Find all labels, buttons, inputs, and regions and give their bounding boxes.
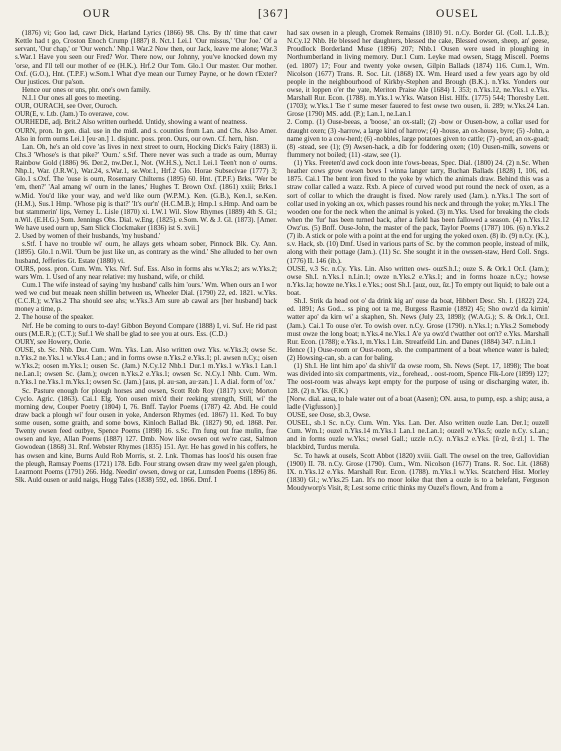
dictionary-paragraph: (1) Yks. Freeten'd awd cock doon inte t'ows-beeas, Spec. Dial. (1800) 24. (2) n.Sc. When heather cows grow owsen bows I winna langer tarry, Buchan Ballads (1828) I, 106, ed. 1875. Cai.1 The bent iron fixed to the yoke by which the animals draw. Behind this was a straw collar called a wazz. Rxb. A piece of curved wood put round the neck of oxen, as a sort of collar to which the draught is fixed. Now rarely used (Jam.). n.Yks.1 The sort of collar used in yoking an ox, which passes round his neck and through the yoke; m.Yks.1 The wooden one for the neck when the animal is yoked. (3) m.Yks. Used for breaking the clods when the 'fur' has been turned back, after a field has been fallowed a season. (4) n.Yks.12 Owz'us. (5) Bnff. Ouse-John, the master of the pack, Taylor Poems (1787) 106. (6) n.Yks.2 (7) ib. A stick or pole with a point at the end for urging the yoked oxen. (8) ib. (9) n.Cy. (K.), s.v. Hack, sb. (10) Dmf. Used in various parts of Sc. by the common people, instead of milk, along with their pottage (Jam.). (11) Sc. She sought it in the owssen-staw, Herd Coll. Sngs. (1776) II. 146 (ib.).: [287, 159, 549, 265]
dictionary-paragraph: 2. Comp. (1) Ouse-beeas, a 'boose,' an ox-stall; (2) -bow or Ousen-bow, a collar used for draught oxen; (3) -harrow, a large kind of harrow; (4) -house, an ox-house, byre; (5) -John, a name given to a cow-herd; (6) -nobbles, large potatoes given to cattle; (7) -prod, an ox-goad; (8) -stead, see (1); (9) Awsen-hack, a dib for foddering oxen; (10) Ousen-milk, sowens or flummery not boiled; (11) -staw, see (1).: [287, 118, 549, 159]
dictionary-paragraph: OURY, see Howery, Oorie.: [15, 337, 92, 346]
page-number: [367]: [257, 8, 289, 20]
dictionary-paragraph: OUSEL, sb.1 Sc. n.Cy. Cum. Wm. Yks. Lan. Der. Also written ouzle Lan. Der.1; ouzell Cum. Wm.1; ouzel n.Yks.14 m.Yks.1 Lan.1 ne.Lan.1; ouzell w.Yks.5; ouzle n.Cy. s.Lan.; and in forms ouzle w.Yks.; owsel Gall.; uzzle n.Cy. n.Yks.2 e.Yks. [ū·zl, ū·zl.] 1. The blackbird, Turdus merula.: [287, 419, 549, 452]
dictionary-paragraph: OURHEDE, adj. Brit.2 Also written ourhedd. Untidy, showing a want of neatness.: [15, 118, 248, 127]
dictionary-paragraph: N.I.1 Our ones all goes to meeting.: [22, 94, 121, 102]
dictionary-paragraph: OUSE, v.3 Sc. n.Cy. Yks. Lin. Also written ows- ouzS.h.I.; ouze S. & Ork.1 Or.I. (Jam.); owse Sh.I. n.Yks.1 n.Lin.1; owze n.Yks.2 e.Yks.1; and in forms hoaze n.Cy.; howse n.Yks.1a; howze ne.Yks.1 e.Yks.; oost Sh.I. [auz, ouz, ūz.] To empty out liquid; to bale out a boat.: [287, 264, 549, 297]
dictionary-paragraph: Sh.I. Strik da head oot o' da drink kig an' ouse da boat, Hibbert Desc. Sh. I. (1822) 224, ed. 1891; As God... ss ping oot ta me, Burgess Rasmie (1892) 45; Sho owz'd da kirnin' watter apo' da kirn wi' a skaphen, Sh. News (July 23, 1898); (W.A.G.); S. & Ork.1, Or.I. (Jam.). Cai.1 To ouse o'er. To owish over. n.Cy. Grose (1790). n.Yks.1; n.Yks.2 Somebody must owze the long boat; n.Yks.4 ne.Yks.1 A'e ya owz'd t'watther oot on't? e.Yks. Marshall Rur. Econ. (1788); e.Yks.1, m.Yks.1 Lin. Streatfeild Lin. and Danes (1884) 347. n.Lin.1: [287, 297, 549, 346]
dictionary-paragraph: 2. The house of the speaker.: [15, 313, 94, 322]
dictionary-paragraph: 2. Used by women of their husbands, 'my husband.': [15, 232, 161, 241]
dictionary-paragraph: Sc. To hawk at ousels, Scott Abbot (1820) xviii. Gall. The owsel on the tree, Gallovidian (1900) II. 78. n.Cy. Grose (1790). Cum., Wm. Nicolson (1677) Trans. R. Soc. Lit. (1868) IX. n.Yks.12 e.Yks. Marshall Rur. Econ. (1788). m.Yks.1 w.Yks. Scatcherd Hist. Morley (1830) Gl.; w.Yks.25 Lan. It's no moor loike that then a ouzle is to a belefant, Ferguson Moudyworp's Visit, 8; Lest some critic thinks my Ouzel's flown, And from a: [287, 451, 549, 492]
header-right-headword: OUSEL: [435, 8, 479, 20]
dictionary-paragraph: (1876) vi; Goo lad, cawr Dick, Harland Lyrics (1866) 98. Chs. By th' time that cawr Kettle had t go, Croston Enoch Crump (1887) 8. Nct.1 Lei.1 'Our missus,' 'Our Joe.' Of a servant, 'Our chap,' or 'Our wench.' Nhp.1 War.2 Now then, our Jack, leave me alone; War.3 s.War.1 Have you seen our Fred? Wor. There now, our Johnny, you've knocked down my 'orse, and I'll tell our mother of ee (H.K.). Hrf.2 Our Tom. Glo.1 Our master. Our mother. Oxf. (G.O.), Hnt. (T.P.F.) w.Som.1 What d'ye mean our Turney Payne, or he down t'Exter? Our justices. Our pa'son.: [15, 29, 277, 86]
dictionary-paragraph: (1) Sh.I. He lint him apo' da shiv'li' da owse room, Sh. News (Sept. 17, 1898); The boat was divided into six compartments, viz., forehead, . oost-room, Spence Flk-Lore (1899) 127; The oost-room was always kept empty for the purpose of using or discharging water, ib. 128. (2) n.Yks. (F.K.): [287, 362, 549, 395]
dictionary-paragraph: OUR(E, v. Ltb. (Jam.) To overawe, cow.: [15, 110, 129, 119]
dictionary-paragraph: Hence (1) Ouse-room or Oust-room, sb. the compartment of a boat whence water is baled; (2) Howsing-can, sb. a can for baling.: [287, 345, 549, 362]
dictionary-paragraph: [Norw. dial. ausa, to bale water out of a boat (Aasen); ON. ausa, to pump, esp. a ship; ausa, a ladle (Vigfusson).]: [287, 394, 549, 411]
dictionary-paragraph: Hence our ones or uns, phr. one's own family.: [22, 85, 151, 94]
header-left-headword: OUR: [83, 8, 111, 20]
dictionary-paragraph: OURN, pron. In gen. dial. use in the midl. and s. counties from Lan. and Chs. Also Amer. Also in form ourns Lei.1 [eu·ən.] 1. disjunc. poss. pron. Ours, our own. Cf. hern, hisn.: [15, 126, 277, 143]
dictionary-paragraph: Cum.1 The wife instead of saying 'my husband' calls him 'ours.' Wm. When ours an I wor wed we cud but meaak neen shillin between us, Wheeler Dial. (1790) 22, ed. 1821. w.Yks. (C.C.R.); w.Yks.2 Tha should see ahs; w.Yks.3 Am sure ab cawal ars [her husband] back money a time, p.: [15, 280, 277, 314]
dictionary-paragraph: Sc. Pasture enough for plough horses and owsen, Scott Rob Roy (1817) xxvi; Morton Cyclo. Agric. (1863). Cai.1 Elg. Yon ousen mix'd their reeking strength, Still, wi' the morning dew, Couper Poetry (1804) I, 76. Bnff. Taylor Poems (1787) 42. Abd. He could draw back a plough wi' four ousen in yoke, Anderson Rhymes (ed. 1867) 11. Ked. To buy some ousen, some graith, and some bows, Kinloch Ballad Bk. (1827) 90, ed. 1868. Per. Twenty owsen feed outbye, Spence Poems (1898) 16. s.Sc. I'm fung out frae mulin, frae owsen and kye, Allan Poems (1887) 127. Dmb. Now like owsen out we're cast, Salmon Gowodean (1868) 31. Rnf. Webster Rhymes (1835) 151. Ayr. He has gowd in his coffers, he has owsen and kine, Burns Auld Rob Morris, st. 2. Lnk. Thomas has loos'd his ousen frae the pleugh, Ramsay Poems (1721) 178. Edb. Four strang owsen draw my weel ga'en plough, Learmont Poems (1791) 266. Hdg. Needin' owsen, dowg or cat, Lumsden Poems (1896) 86. Slk. Auld ousen or auld naigs, Hogg Tales (1838) 592, ed. 1866. Dmf. I: [15, 386, 277, 484]
left-column: [15, 29, 277, 492]
dictionary-paragraph: Nrf. He be coming to ours to-day! Gibbon Beyond Compare (1888) I, vi. Suf. He rid past ours (M.E.R.); (C.T.); Suf.1 We shall be glad to see you at ours. Ess. (C.D.): [15, 321, 277, 338]
dictionary-paragraph: s.Stf. I have no trouble wi' ourn, he allays gets whoam sober, Pinnock Blk. Cy. Ann. (1895). Glo.1 n.Wil. 'Ourn be just like un, as contrary as the wind.' She alluded to her own husband, Jefferies Gt. Estate (1880) vi.: [15, 240, 277, 265]
dictionary-paragraph: Lan. Oh, he's an old cove 'as lives in next street to ourn, Hocking Dick's Fairy (1883) ii. Chs.3 'Whose's is that pike?' 'Ourn.' s.Stf. There never was such a trade as ourn, Murray Rainbow Gold (1886) 96. Der.2, nw.Der.1, Not. (W.H.S.), Nct.1 Lei.1 Teen't non o' ourns. Nhp.1, War. (J.R.W.), War.24, s.War.1, se.Wor.1, Hrf.2 Glo. Horae Subsecivae (1777) 3; Glo.1 s.Oxf. The 'ouse is ourn, Rosemary Chilterns (1895) 60. Hnt. (T.P.F.) Brks. 'Wer be 'em, then?' 'Aal amang wi' ourn in the lanes,' Hughes T. Brown Oxf. (1861) xxiii; Brks.1 w.Mid. You'd like your way, and we'd like ourn (W.P.M.). Ken. (G.B.), Ken.1, se.Ken. (H.M.), Sus.1 Hmp. 'Whose pig is that?' 'It's our'n' (H.C.M.B.); Hmp.1 s.Hmp. And oarn be but stammerin' lips, Verney L. Lisle (1870) xi. I.W.1 Wil. Slow Rhymes (1889) 4th S. Gl.; n.Wil. (E.H.G.) Som. Jennings Obs. Dial. w.Eng. (1825). e.Som. W. & J. Gl. (1873). [Amer. We have used ourn up, Sam Slick Clockmaker (1836) ist S. xvii.]: [15, 142, 277, 232]
right-column: [287, 29, 549, 492]
page-header: [15, 8, 549, 26]
dictionary-paragraph: OUR, OURACH, see Over, Ouroch.: [15, 102, 118, 111]
dictionary-paragraph: OURS, poss. pron. Cum. Wm. Yks. Nrf. Suf. Ess. Also in forms ahs w.Yks.2; ars w.Yks.2; wars Wm. 1. Used of any near relative: my husband, wife, or child.: [15, 264, 277, 281]
dictionary-paragraph: had sax owsen in a pleugh, Cromek Remains (1810) 91. n.Cy. Border Gl. (Coll. L.L.B.); N.Cy.12 Nhb. He blessed her daughters, blessed the cake, Blessed owsen, sheep, an' geese, Proudlock Borderland Muse (1896) 207; Nhb.1 Ousen were used in ploughing in Northumberland in living memory. Dur.1 Cum. Leyke mad owsen, Stagg Miscell. Poems (ed. 1807) 17; Four and twenty yoke owsen, Gilpin Ballads (1874) 116. Cum.1, Wm. Nicolson (1677) Trans. R. Soc. Lit. (1868) IX. Wm. Heard used a few years ago by old people in the neighbourhood of Kirkby-Stephen and Brough (B.K.). n.Yks. Yonders our owse, it loppen o'er the yate, Meriton Praise Ale (1684) I. 353; n.Yks.12, ne.Yks.1 e.Yks. Marshall Rur. Econ. (1788). m.Yks.1 w.Yks. Watson Hist. Hlfx. (1775) 544; Thoresby Lett. (1703); w.Yks.1 Tse t' sume meser fauered to fest owse two ousen, ii. 289; w.Yks.24 Lan. Grose (1790) MS. add. (P.); Lan.1, ne.Lan.1: [287, 29, 549, 119]
dictionary-paragraph: OUSE, sb. Sc. Nhb. Dur. Cum. Wm. Yks. Lan. Also written owz Yks. w.Yks.3; owse Sc. n.Yks.2 ne.Yks.1 w.Yks.4 Lan.; and in forms owse n.Yks.2 e.Yks.1; pl. awsen n.Cy.; oisen w.Yks.2; oosen m.Yks.1; ousen Sc. (Jam.) N.Cy.12 Nhb.1 Dur.1 m.Yks.1 w.Yks.1 Lan.1 ne.Lan.1; owsen Sc. (Jam.); owcen n.Yks.2 e.Yks.1; owsen Sc. N.Cy.1 Nhb. Cum. Wm. n.Yks.1 ne.Yks.1 m.Yks.1; owsen Sc. (Jam.) [aus, pl. au·sən, au·zən.] 1. A dial. form of 'ox.': [15, 345, 277, 387]
dictionary-paragraph: OUSE, see Oose, sb.3, Owse.: [287, 410, 371, 419]
